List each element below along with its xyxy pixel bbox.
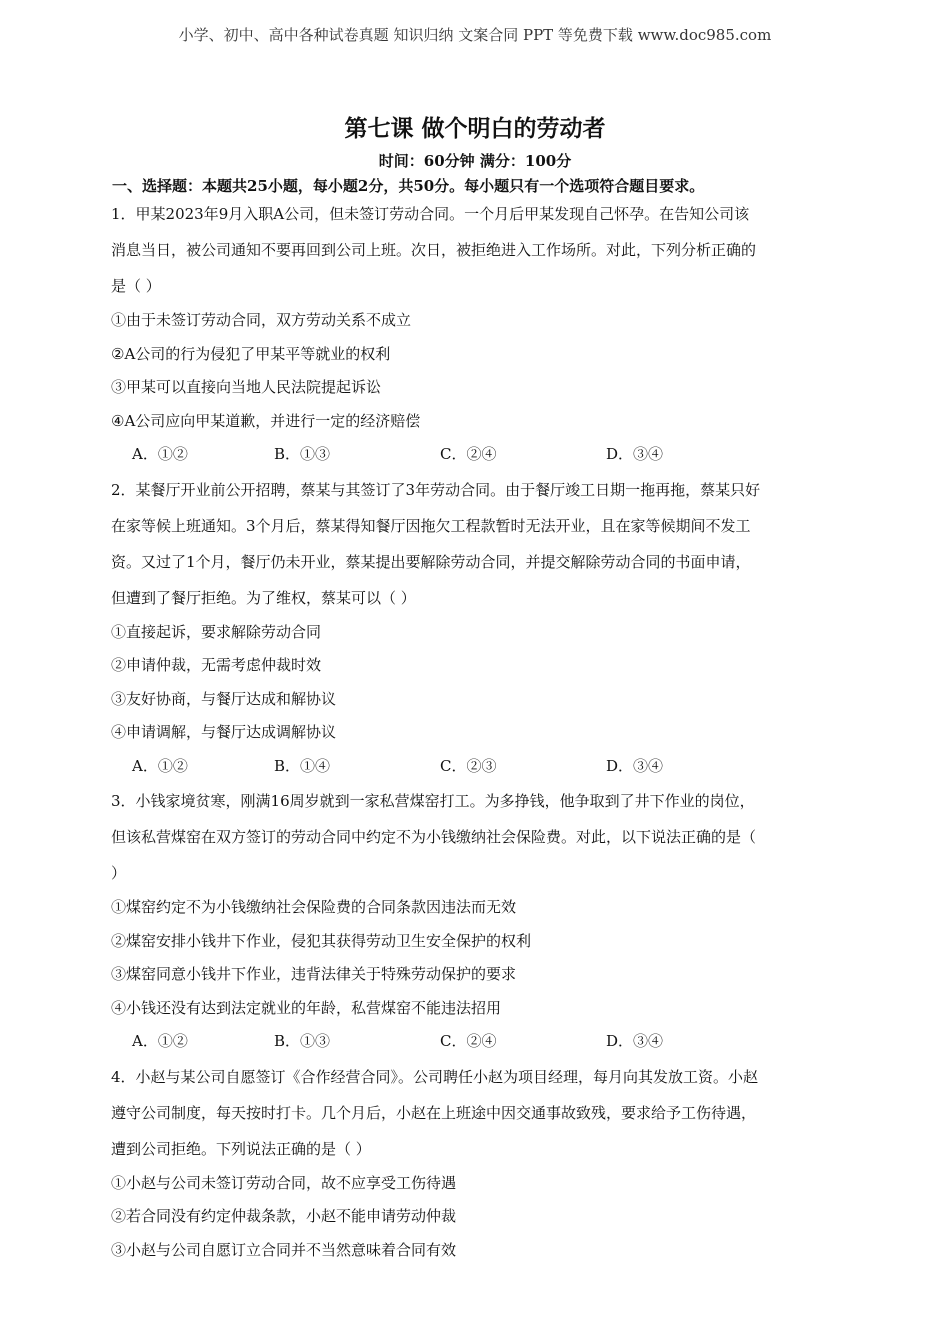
option-c: C．②③ bbox=[440, 756, 497, 775]
question-1 bbox=[111, 196, 841, 472]
question-stem-line: 4．小赵与某公司自愿签订《合作经营合同》。公司聘任小赵为项目经理，每月向其发放工资。小赵 bbox=[111, 1067, 759, 1086]
page-title: 第七课 做个明白的劳动者 bbox=[344, 115, 606, 142]
question-2 bbox=[111, 472, 841, 784]
question-stem-line: 资。又过了1个月，餐厅仍未开业，蔡某提出要解除劳动合同，并提交解除劳动合同的书面申请， bbox=[111, 552, 751, 571]
question-stem-line: 1．甲某2023年9月入职A公司，但未签订劳动合同。一个月后甲某发现自己怀孕。在告知公司该 bbox=[111, 205, 750, 223]
question-3 bbox=[111, 783, 841, 1059]
statement: ④申请调解，与餐厅达成调解协议 bbox=[111, 723, 337, 741]
option-a: A．①② bbox=[132, 1032, 188, 1050]
question-stem-line: 遭到公司拒绝。下列说法正确的是（ ） bbox=[111, 1139, 371, 1158]
question-stem-line: 但该私营煤窑在双方签订的劳动合同中约定不为小钱缴纳社会保险费。对此，以下说法正确的是（ bbox=[111, 828, 757, 846]
statement: ①小赵与公司未签订劳动合同，故不应享受工伤待遇 bbox=[111, 1173, 457, 1192]
option-b: B．①③ bbox=[274, 1032, 331, 1050]
option-d: D．③④ bbox=[606, 756, 664, 775]
question-stem-line: 2．某餐厅开业前公开招聘，蔡某与其签订了3年劳动合同。由于餐厅竣工日期一拖再拖，蔡某只好 bbox=[111, 480, 761, 499]
question-stem-line: 遵守公司制度，每天按时打卡。几个月后，小赵在上班途中因交通事故致残，要求给予工伤待遇， bbox=[111, 1103, 757, 1122]
option-a: A．①② bbox=[132, 445, 188, 463]
question-stem-line: 是（ ） bbox=[111, 277, 161, 295]
question-stem-line: 3．小钱家境贫寒，刚满16周岁就到一家私营煤窑打工。为多挣钱，他争取到了井下作业的岗位， bbox=[111, 792, 755, 810]
exam-time-score: 时间：60分钟 满分：100分 bbox=[378, 152, 572, 170]
option-d: D．③④ bbox=[606, 1032, 664, 1050]
statement: ②申请仲裁，无需考虑仲裁时效 bbox=[111, 656, 322, 674]
statement: ④小钱还没有达到法定就业的年龄，私营煤窑不能违法招用 bbox=[111, 998, 502, 1017]
answer-options bbox=[111, 438, 841, 472]
question-stem-line: 消息当日，被公司通知不要再回到公司上班。次日，被拒绝进入工作场所。对此，下列分析正确的 bbox=[111, 241, 757, 259]
site-header: 小学、初中、高中各种试卷真题 知识归纳 文案合同 PPT 等免费下载 www.doc985.com bbox=[178, 26, 772, 44]
statement: ①由于未签订劳动合同，双方劳动关系不成立 bbox=[111, 311, 412, 329]
answer-options bbox=[111, 750, 841, 784]
question-list bbox=[111, 196, 841, 1267]
statement: ②A公司的行为侵犯了甲某平等就业的权利 bbox=[111, 344, 391, 363]
option-d: D．③④ bbox=[606, 445, 664, 463]
statement: ①直接起诉，要求解除劳动合同 bbox=[111, 622, 322, 641]
option-c: C．②④ bbox=[440, 1032, 497, 1050]
statement: ③甲某可以直接向当地人民法院提起诉讼 bbox=[111, 378, 382, 396]
statement: ②若合同没有约定仲裁条款，小赵不能申请劳动仲裁 bbox=[111, 1207, 457, 1225]
statement: ③友好协商，与餐厅达成和解协议 bbox=[111, 689, 337, 708]
statement: ④A公司应向甲某道歉，并进行一定的经济赔偿 bbox=[111, 411, 421, 430]
statement: ①煤窑约定不为小钱缴纳社会保险费的合同条款因违法而无效 bbox=[111, 898, 517, 916]
statement: ③煤窑同意小钱井下作业，违背法律关于特殊劳动保护的要求 bbox=[111, 965, 517, 983]
question-stem-line: 但遭到了餐厅拒绝。为了维权，蔡某可以（ ） bbox=[111, 588, 416, 607]
option-c: C．②④ bbox=[440, 445, 497, 463]
option-b: B．①④ bbox=[274, 756, 331, 775]
question-4 bbox=[111, 1059, 841, 1268]
answer-options bbox=[111, 1025, 841, 1059]
question-stem-line: 在家等候上班通知。3个月后，蔡某得知餐厅因拖欠工程款暂时无法开业，且在家等候期间不发工 bbox=[111, 516, 751, 535]
section-heading: 一、选择题：本题共25小题，每小题2分，共50分。每小题只有一个选项符合题目要求。 bbox=[112, 177, 705, 195]
statement: ③小赵与公司自愿订立合同并不当然意味着合同有效 bbox=[111, 1240, 457, 1259]
option-b: B．①③ bbox=[274, 445, 331, 463]
question-stem-line: ） bbox=[111, 864, 127, 882]
option-a: A．①② bbox=[132, 756, 188, 775]
statement: ②煤窑安排小钱井下作业，侵犯其获得劳动卫生安全保护的权利 bbox=[111, 931, 532, 950]
